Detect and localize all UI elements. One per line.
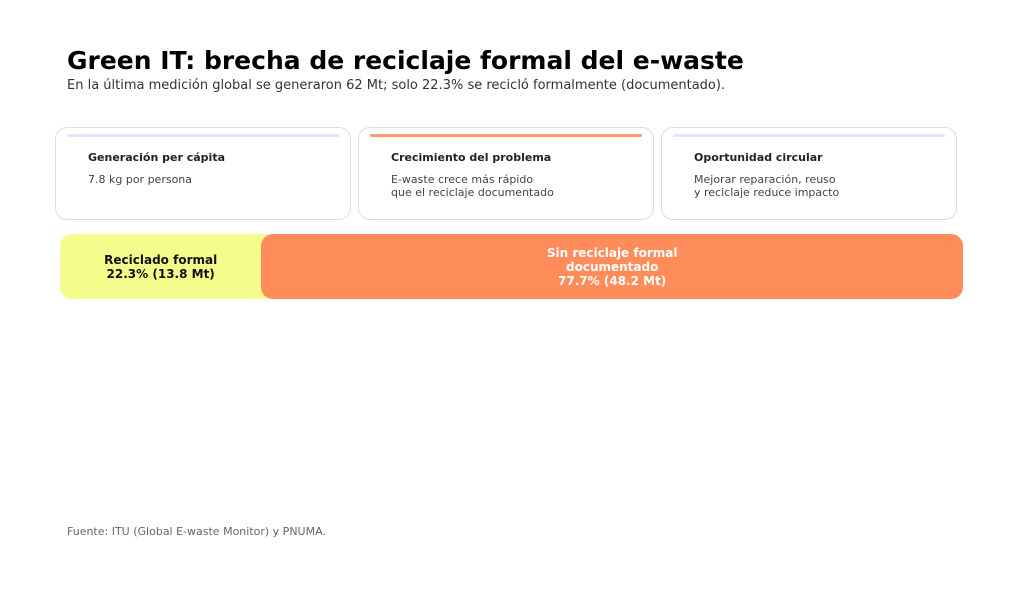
bar-segment-label-line: Reciclado formal [104, 252, 218, 267]
card-title: Crecimiento del problema [391, 151, 552, 164]
card-title: Generación per cápita [88, 151, 225, 164]
card-accent-bar [673, 134, 945, 137]
card-body-line: y reciclaje reduce impacto [694, 186, 840, 199]
card-body-line: 7.8 kg por persona [88, 173, 193, 186]
card-body-line: Mejorar reparación, reuso [694, 173, 836, 186]
bar-segment-label-line: 22.3% (13.8 Mt) [106, 266, 215, 281]
card-title: Oportunidad circular [694, 151, 823, 164]
bar-segment-label-line: 77.7% (48.2 Mt) [558, 273, 667, 288]
card-body-line: que el reciclaje documentado [391, 186, 554, 199]
bar-segment-label-line: documentado [566, 259, 659, 274]
page-title: Green IT: brecha de reciclaje formal del e-waste [67, 46, 744, 75]
page-subtitle: En la última medición global se generaron 62 Mt; solo 22.3% se recicló formalmente (documentado). [67, 78, 726, 93]
card-generacion-per-capita [55, 127, 351, 220]
bar-segment-label-line: Sin reciclaje formal [546, 245, 678, 260]
card-accent-bar [67, 134, 339, 137]
card-crecimiento-del-problema [358, 127, 654, 220]
stacked-bar-chart [60, 234, 963, 299]
card-accent-bar [370, 134, 642, 137]
bar-segment-label-2 [261, 234, 963, 299]
bar-segment-label-1 [60, 234, 261, 299]
card-body [694, 173, 839, 199]
card-oportunidad-circular [661, 127, 957, 220]
card-body-line: E-waste crece más rápido [391, 173, 534, 186]
card-body [88, 173, 192, 186]
card-body [391, 173, 554, 199]
source-note: Fuente: ITU (Global E-waste Monitor) y PNUMA. [67, 525, 326, 538]
